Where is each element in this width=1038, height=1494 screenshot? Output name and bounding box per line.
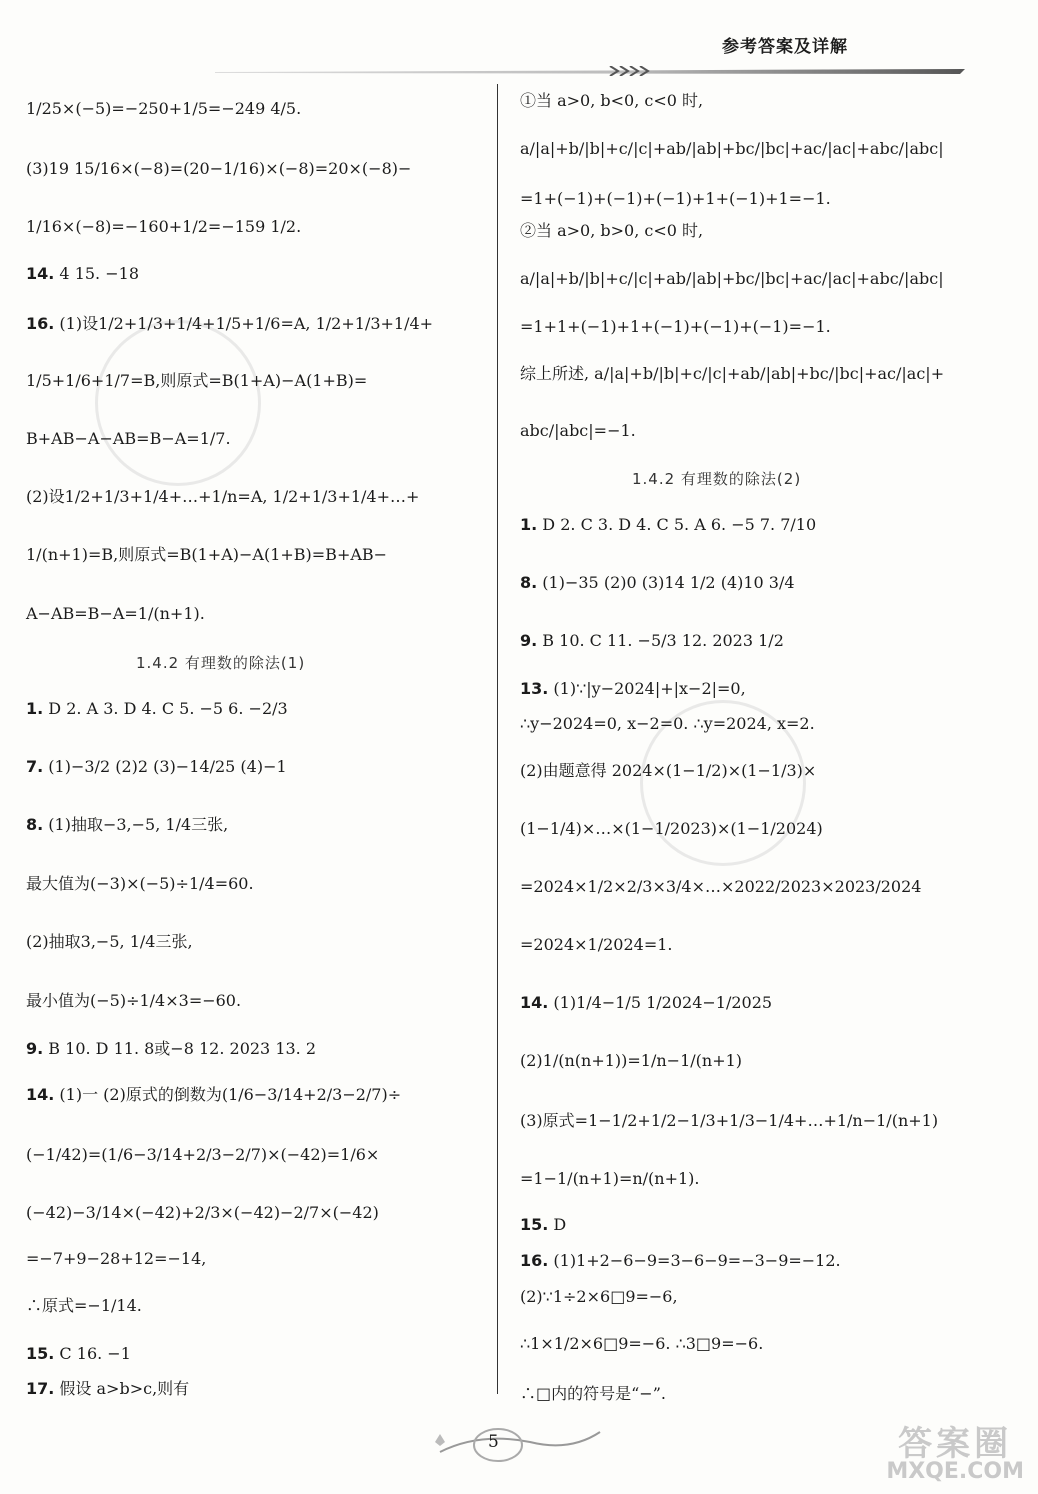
left-line: (−1/42)=(1/6−3/14+2/3−2/7)×(−42)=1/6× [26,1145,380,1164]
right-line: a/|a|+b/|b|+c/|c|+ab/|ab|+bc/|bc|+ac/|ac|+abc/|abc| [520,269,944,288]
left-line: 15. C 16. −1 [26,1344,131,1363]
left-line: =−7+9−28+12=−14, [26,1249,207,1268]
left-line: 14. (1)一 (2)原式的倒数为(1/6−3/14+2/3−2/7)÷ [26,1085,402,1104]
right-line: 15. D [520,1215,567,1234]
right-line: a/|a|+b/|b|+c/|c|+ab/|ab|+bc/|bc|+ac/|ac|+abc/|abc| [520,139,944,158]
right-line: 13. (1)∵|y−2024|+|x−2|=0, [520,679,746,698]
right-line: =2024×1/2024=1. [520,935,673,954]
right-line: 14. (1)1/4−1/5 1/2024−1/2025 [520,993,773,1012]
left-line: 1/25×(−5)=−250+1/5=−249 4/5. [26,99,302,118]
right-line: (2)∵1÷2×6□9=−6, [520,1287,678,1306]
right-line: ∴y−2024=0, x−2=0. ∴y=2024, x=2. [520,714,815,733]
page-number: 5 [488,1432,499,1452]
right-line: (1−1/4)×…×(1−1/2023)×(1−1/2024) [520,819,823,838]
right-line: ∴1×1/2×6□9=−6. ∴3□9=−6. [520,1334,764,1353]
header-rule [215,66,965,76]
right-line: 8. (1)−35 (2)0 (3)14 1/2 (4)10 3/4 [520,573,795,592]
left-line: A−AB=B−A=1/(n+1). [26,604,205,623]
right-line: 1.4.2 有理数的除法(2) [632,470,802,488]
right-line: ①当 a>0, b<0, c<0 时, [520,91,704,110]
left-line: 1.4.2 有理数的除法(1) [136,654,306,672]
left-line: 最小值为(−5)÷1/4×3=−60. [26,991,242,1010]
header-title: 参考答案及详解 [722,37,848,57]
right-line: ②当 a>0, b>0, c<0 时, [520,221,704,240]
right-line: (3)原式=1−1/2+1/2−1/3+1/3−1/4+…+1/n−1/(n+1) [520,1111,939,1130]
right-line: 1. D 2. C 3. D 4. C 5. A 6. −5 7. 7/10 [520,515,817,534]
left-line: 最大值为(−3)×(−5)÷1/4=60. [26,874,254,893]
right-line: (2)1/(n(n+1))=1/n−1/(n+1) [520,1051,743,1070]
left-line: (3)19 15/16×(−8)=(20−1/16)×(−8)=20×(−8)− [26,159,412,178]
right-line: =1+(−1)+(−1)+(−1)+1+(−1)+1=−1. [520,189,831,208]
left-line: 1/16×(−8)=−160+1/2=−159 1/2. [26,217,302,236]
left-line: ∴原式=−1/14. [26,1296,142,1315]
left-line: (2)设1/2+1/3+1/4+…+1/n=A, 1/2+1/3+1/4+…+ [26,487,420,506]
column-divider [497,84,498,1394]
right-line: 9. B 10. C 11. −5/3 12. 2023 1/2 [520,631,784,650]
right-line: 综上所述, a/|a|+b/|b|+c/|c|+ab/|ab|+bc/|bc|+ac/|ac|+ [520,364,945,383]
left-line: 9. B 10. D 11. 8或−8 12. 2023 13. 2 [26,1039,317,1058]
watermark-logo: 答案圈 [898,1424,1013,1464]
right-line: =1−1/(n+1)=n/(n+1). [520,1169,700,1188]
watermark-stamp-left [95,320,261,486]
left-line: (2)抽取3,−5, 1/4三张, [26,932,193,951]
left-line: 7. (1)−3/2 (2)2 (3)−14/25 (4)−1 [26,757,287,776]
left-line: (−42)−3/14×(−42)+2/3×(−42)−2/7×(−42) [26,1203,379,1222]
left-line: 17. 假设 a>b>c,则有 [26,1379,190,1398]
left-line: 1/5+1/6+1/7=B,则原式=B(1+A)−A(1+B)= [26,371,368,390]
left-line: 1/(n+1)=B,则原式=B(1+A)−A(1+B)=B+AB− [26,545,388,564]
right-line: =2024×1/2×2/3×3/4×…×2022/2023×2023/2024 [520,877,922,896]
right-line: (2)由题意得 2024×(1−1/2)×(1−1/3)× [520,761,817,780]
right-line: abc/|abc|=−1. [520,421,636,440]
left-line: 8. (1)抽取−3,−5, 1/4三张, [26,815,229,834]
left-line: B+AB−A−AB=B−A=1/7. [26,429,231,448]
right-line: =1+1+(−1)+1+(−1)+(−1)+(−1)=−1. [520,317,831,336]
footer-ornament [420,1412,620,1472]
page-header [0,0,1038,80]
right-line: 16. (1)1+2−6−9=3−6−9=−3−9=−12. [520,1251,841,1270]
left-line: 1. D 2. A 3. D 4. C 5. −5 6. −2/3 [26,699,288,718]
watermark-url: MXQE.COM [886,1459,1024,1484]
left-line: 16. (1)设1/2+1/3+1/4+1/5+1/6=A, 1/2+1/3+1/4+ [26,314,434,333]
right-line: ∴□内的符号是“−”. [520,1384,666,1403]
watermark [886,1424,1024,1486]
left-line: 14. 4 15. −18 [26,264,139,283]
